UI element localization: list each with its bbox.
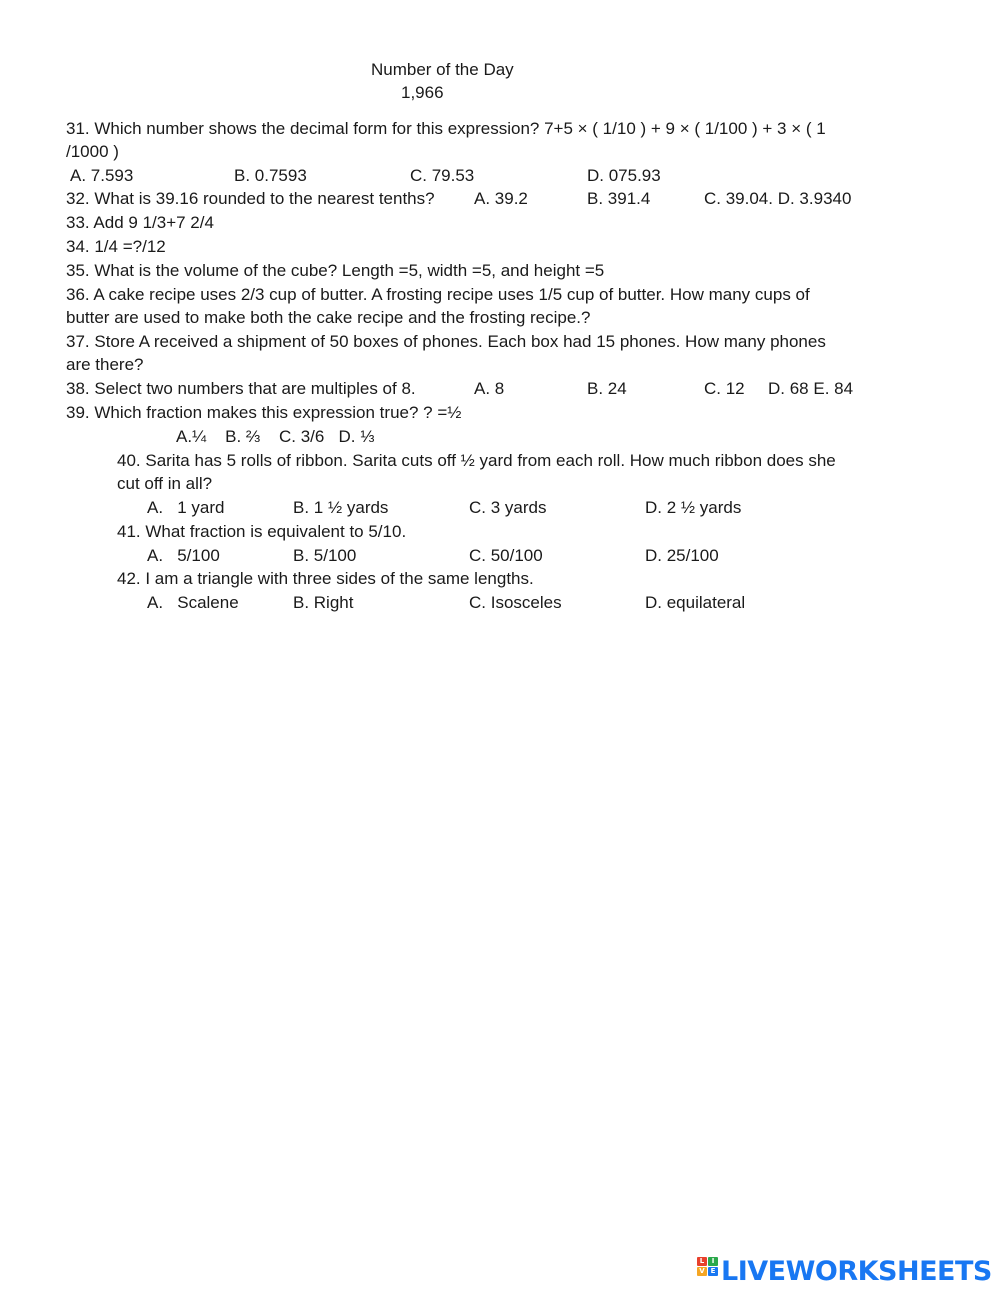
q41-option-b: B. 5/100	[293, 546, 357, 565]
q31-option-c: C. 79.53	[410, 166, 475, 185]
question-38: 38. Select two numbers that are multiples of 8.	[66, 379, 416, 398]
q38-option-c: C. 12	[704, 379, 745, 398]
q32-option-c-d: C. 39.04. D. 3.9340	[704, 189, 852, 208]
question-37: 37. Store A received a shipment of 50 boxes of phones. Each box had 15 phones. How many phones	[66, 332, 826, 351]
q31-option-d: D. 075.93	[587, 166, 661, 185]
q39-options: A.¼ B. ⅔ C. 3/6 D. ⅓	[176, 427, 375, 446]
question-32: 32. What is 39.16 rounded to the nearest tenths?	[66, 189, 435, 208]
q31-option-a: A. 7.593	[70, 166, 134, 185]
q42-option-c: C. Isosceles	[469, 593, 562, 612]
question-40: 40. Sarita has 5 rolls of ribbon. Sarita cuts off ½ yard from each roll. How much ribbon does she	[117, 451, 836, 470]
question-36-cont: butter are used to make both the cake recipe and the frosting recipe.?	[66, 308, 591, 327]
q42-option-a: A. Scalene	[147, 593, 239, 612]
q40-option-d: D. 2 ½ yards	[645, 498, 742, 517]
q38-option-a: A. 8	[474, 379, 505, 398]
question-31-cont: /1000 )	[66, 142, 119, 161]
logo-block-v: V	[697, 1267, 707, 1276]
q38-option-b: B. 24	[587, 379, 627, 398]
q42-option-d: D. equilateral	[645, 593, 746, 612]
question-41: 41. What fraction is equivalent to 5/10.	[117, 522, 407, 541]
question-40-cont: cut off in all?	[117, 474, 213, 493]
logo-block-e: E	[708, 1267, 718, 1276]
q41-option-d: D. 25/100	[645, 546, 719, 565]
q32-option-b: B. 391.4	[587, 189, 651, 208]
logo-blocks-icon	[697, 1256, 719, 1286]
q31-option-b: B. 0.7593	[234, 166, 307, 185]
logo-block-i: I	[708, 1257, 718, 1266]
question-31: 31. Which number shows the decimal form for this expression? 7+5 × ( 1/10 ) + 9 × ( 1/100 ) + 3 × ( 1	[66, 119, 826, 138]
q40-option-a: A. 1 yard	[147, 498, 225, 517]
number-of-the-day: 1,966	[401, 83, 444, 102]
question-42: 42. I am a triangle with three sides of the same lengths.	[117, 569, 534, 588]
page-title: Number of the Day	[371, 60, 514, 79]
logo-wordmark: LIVEWORKSHEETS	[721, 1255, 992, 1287]
q41-option-a: A. 5/100	[147, 546, 220, 565]
q42-option-b: B. Right	[293, 593, 354, 612]
q40-option-c: C. 3 yards	[469, 498, 547, 517]
q40-option-b: B. 1 ½ yards	[293, 498, 389, 517]
liveworksheets-logo	[697, 1254, 992, 1288]
q41-option-c: C. 50/100	[469, 546, 543, 565]
q32-option-a: A. 39.2	[474, 189, 528, 208]
question-33: 33. Add 9 1/3+7 2/4	[66, 213, 214, 232]
question-36: 36. A cake recipe uses 2/3 cup of butter. A frosting recipe uses 1/5 cup of butter. How many cups of	[66, 285, 810, 304]
q38-option-d-e: D. 68 E. 84	[768, 379, 854, 398]
question-35: 35. What is the volume of the cube? Length =5, width =5, and height =5	[66, 261, 605, 280]
logo-block-l: L	[697, 1257, 707, 1266]
question-37-cont: are there?	[66, 355, 144, 374]
question-34: 34. 1/4 =?/12	[66, 237, 166, 256]
question-39: 39. Which fraction makes this expression true? ? =½	[66, 403, 462, 422]
